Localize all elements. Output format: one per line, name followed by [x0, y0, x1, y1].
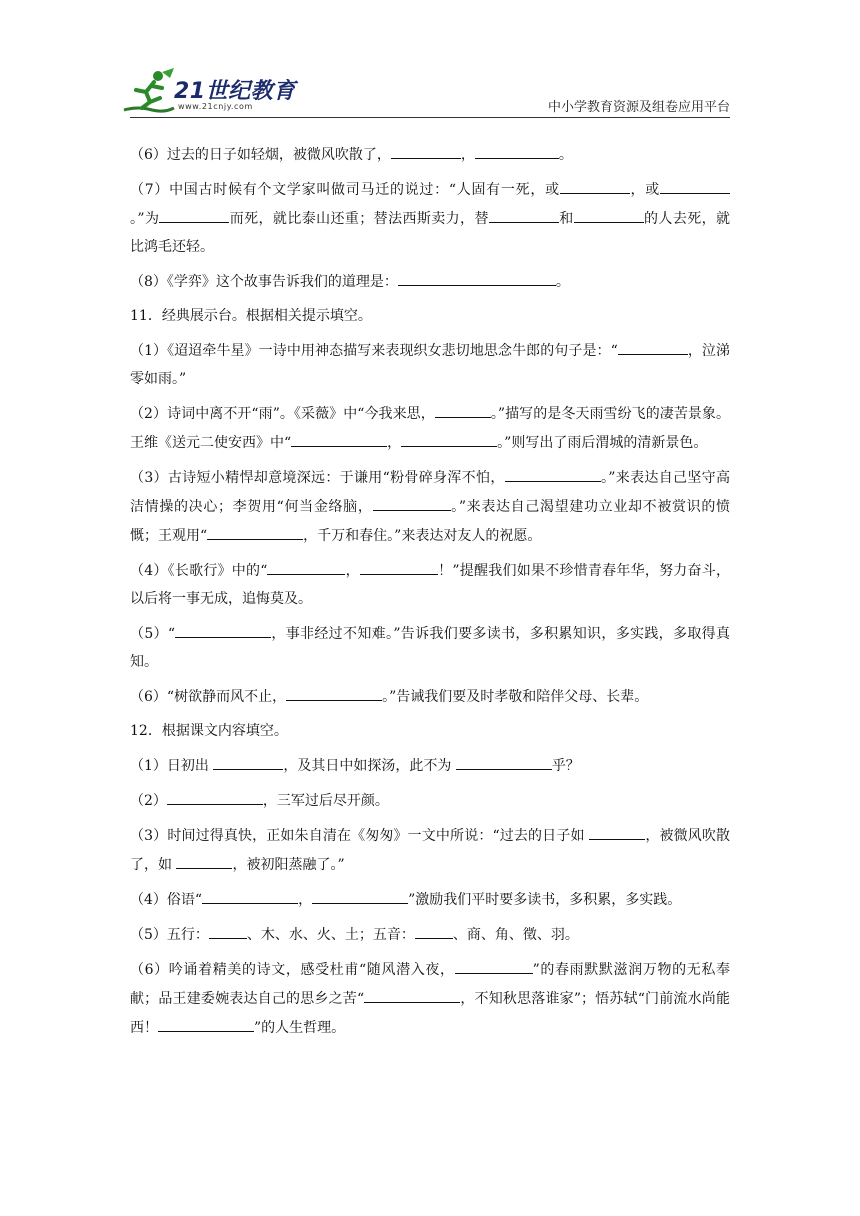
answer-blank[interactable] [401, 428, 497, 447]
answer-blank[interactable] [213, 751, 283, 770]
question-10-8: （8）《学弈》这个故事告诉我们的道理是： 。 [130, 267, 730, 296]
question-12-1: （1）日初出 ，及其日中如探汤，此不为 乎？ [130, 751, 730, 780]
question-12-heading: 12．根据课文内容填空。 [130, 723, 288, 739]
answer-blank[interactable] [455, 955, 533, 974]
answer-blank[interactable] [560, 175, 630, 194]
answer-blank[interactable] [475, 140, 559, 159]
question-11-6: （6）“树欲静而风不止， 。”告诫我们要及时孝敬和陪伴父母、长辈。 [130, 682, 730, 711]
question-11-1: （1）《迢迢牵牛星》一诗中用神态描写来表现织女悲切地思念牛郎的句子是：“ ，泣涕零如雨。” [130, 336, 730, 393]
question-11-5: （5）“ ，事非经过不知难。”告诉我们要多读书，多积累知识，多实践，多取得真知。 [130, 619, 730, 676]
answer-blank[interactable] [618, 336, 688, 355]
answer-blank[interactable] [660, 175, 730, 194]
answer-blank[interactable] [209, 920, 247, 939]
question-10-6: （6）过去的日子如轻烟，被微风吹散了， ， 。 [130, 140, 730, 169]
answer-blank[interactable] [398, 267, 556, 286]
question-11-2: （2）诗词中离不开“雨”。《采薇》中“今我来思， 。”描写的是冬天雨雪纷飞的凄苦景象。王维《送元二使安西》中“ ， 。”则写出了雨后渭城的清新景色。 [130, 399, 730, 457]
question-content [130, 140, 730, 1048]
answer-blank[interactable] [435, 399, 491, 418]
question-12-6: （6）吟诵着精美的诗文，感受杜甫“随风潜入夜， ”的春雨默默滋润万物的无私奉献；品王建委婉表达自己的思乡之苦“ ，不知秋思落谁家”；悟苏轼“门前流水尚能西！ ”的人生哲理。 [130, 955, 730, 1042]
answer-blank[interactable] [312, 885, 408, 904]
answer-blank[interactable] [489, 204, 559, 223]
answer-blank[interactable] [364, 984, 460, 1003]
header-divider [130, 117, 730, 118]
answer-blank[interactable] [202, 885, 298, 904]
answer-blank[interactable] [589, 821, 645, 840]
question-12-3: （3）时间过得真快，正如朱自清在《匆匆》一文中所说：“过去的日子如 ，被微风吹散了，如 ，被初阳蒸融了。” [130, 821, 730, 879]
logo-url: www.21cnjy.com [178, 102, 253, 111]
site-logo[interactable] [118, 66, 298, 118]
question-12-5: （5）五行： 、木、水、火、土；五音： 、商、角、徵、羽。 [130, 920, 730, 949]
answer-blank[interactable] [267, 556, 345, 575]
answer-blank[interactable] [373, 492, 451, 511]
answer-blank[interactable] [175, 619, 271, 638]
answer-blank[interactable] [158, 1013, 254, 1032]
question-11-4: （4）《长歌行》中的“ ， ！”提醒我们如果不珍惜青春年华，努力奋斗，以后将一事无成，追悔莫及。 [130, 556, 730, 613]
answer-blank[interactable] [456, 751, 552, 770]
answer-blank[interactable] [207, 521, 303, 540]
question-12-2: （2） ，三军过后尽开颜。 [130, 786, 730, 815]
question-10-7: （7）中国古时候有个文学家叫做司马迁的说过：“人固有一死，或 ，或。”为 而死，就比泰山还重；替法西斯卖力，替 和 的人去死，就比鸿毛还轻。 [130, 175, 730, 261]
runner-icon [118, 66, 178, 118]
answer-blank[interactable] [415, 920, 453, 939]
answer-blank[interactable] [574, 204, 644, 223]
header-tagline: 中小学教育资源及组卷应用平台 [547, 100, 730, 115]
answer-blank[interactable] [167, 786, 263, 805]
page-header [0, 0, 860, 120]
answer-blank[interactable] [291, 428, 387, 447]
answer-blank[interactable] [286, 682, 382, 701]
answer-blank[interactable] [391, 140, 461, 159]
question-11-3: （3）古诗短小精悍却意境深远：于谦用“粉骨碎身浑不怕， 。”来表达自己坚守高洁情操的决心；李贺用“何当金络脑， 。”来表达自己渴望建功立业却不被赏识的愤慨；王观用“ ，千万和春住。”来表达对友人的祝愿。 [130, 463, 730, 550]
logo-text: 21世纪教育 [174, 79, 296, 104]
answer-blank[interactable] [176, 850, 232, 869]
answer-blank[interactable] [505, 463, 601, 482]
answer-blank[interactable] [159, 204, 229, 223]
answer-blank[interactable] [360, 556, 438, 575]
question-12-4: （4）俗语“ ， ”激励我们平时要多读书，多积累，多实践。 [130, 885, 730, 914]
question-11-heading: 11．经典展示台。根据相关提示填空。 [130, 308, 372, 324]
